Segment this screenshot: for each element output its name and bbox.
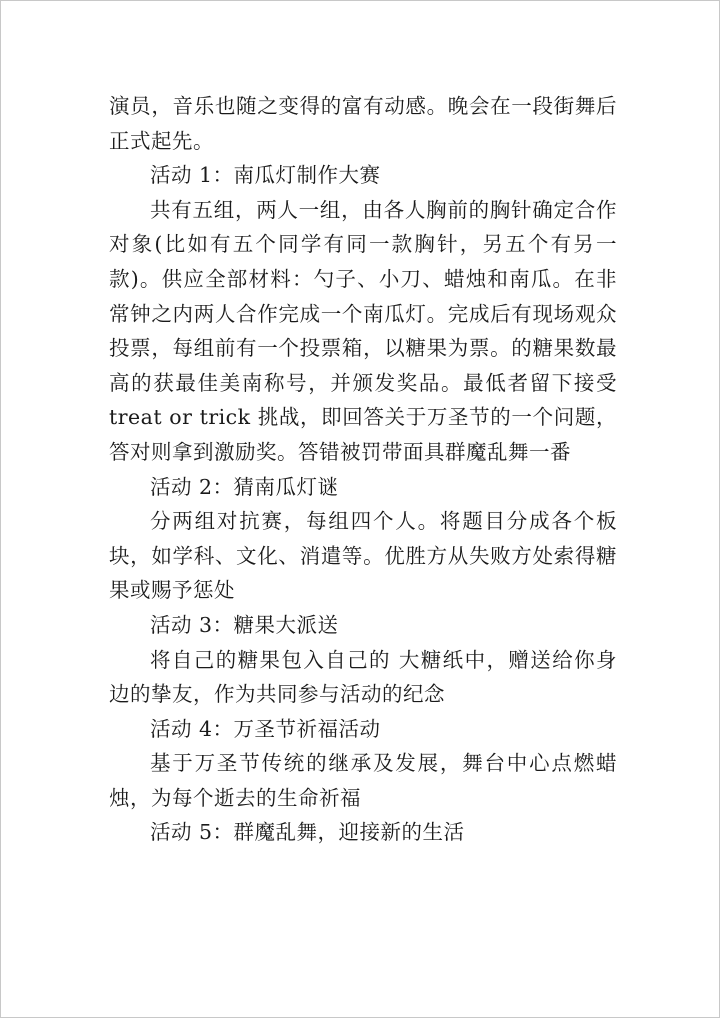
paragraph-activity-2: 分两组对抗赛，每组四个人。将题目分成各个板块，如学科、文化、消遣等。优胜方从失败方处索得糖果或赐予惩处 — [109, 509, 617, 603]
heading-activity-3: 活动 3：糖果大派送 — [150, 612, 339, 637]
paragraph-activity-3: 将自己的糖果包入自己的 大糖纸中，赠送给你身边的挚友，作为共同参与活动的纪念 — [109, 647, 617, 707]
heading-activity-2: 活动 2：猜南瓜灯谜 — [150, 474, 339, 499]
paragraph-activity-1: 共有五组，两人一组，由各人胸前的胸针确定合作对象(比如有五个同学有同一款胸针，另五个有另一款)。供应全部材料：勺子、小刀、蜡烛和南瓜。在非常钟之内两人合作完成一个南瓜灯。完成后有现场观众投票，每组前有一个投票箱，以糖果为票。的糖果数最高的获最佳美南称号，并颁发奖品。最低者留下接受 treat or trick 挑战，即回答关于万圣节的一个问题，答对则拿到激励奖。答错被罚带面具群魔乱舞一番 — [109, 197, 617, 464]
paragraph-intro-continuation: 演员，音乐也随之变得的富有动感。晚会在一段街舞后正式起先。 — [109, 94, 617, 153]
heading-activity-1: 活动 1：南瓜灯制作大赛 — [150, 163, 381, 188]
document-body — [109, 89, 617, 850]
heading-activity-5: 活动 5：群魔乱舞，迎接新的生活 — [150, 820, 465, 845]
heading-activity-4: 活动 4：万圣节祈福活动 — [150, 716, 381, 741]
paragraph-activity-4: 基于万圣节传统的继承及发展，舞台中心点燃蜡烛，为每个逝去的生命祈福 — [109, 751, 617, 810]
